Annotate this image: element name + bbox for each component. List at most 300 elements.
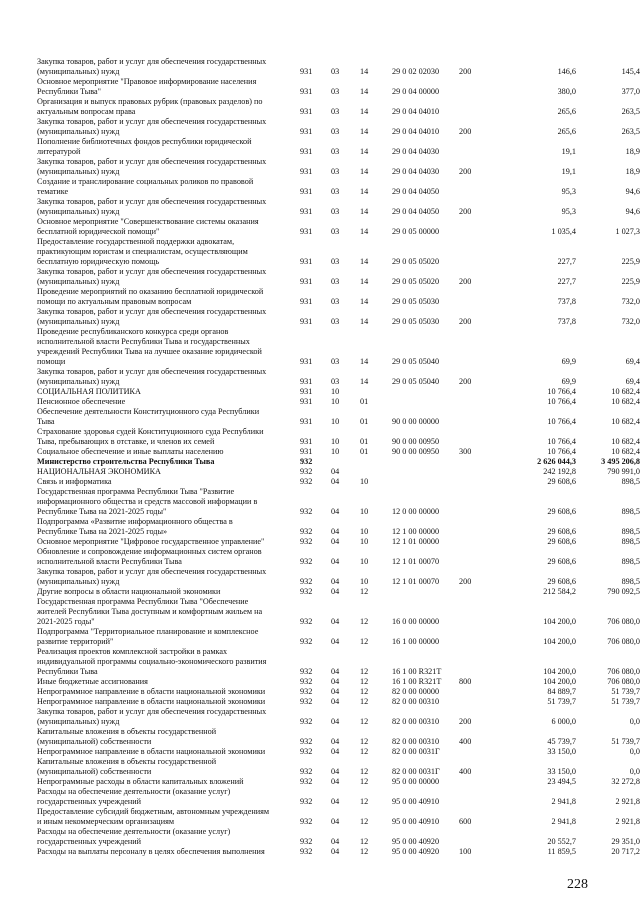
row-value-2022: 51 739,7 (547, 697, 576, 706)
row-value-2022: 19,1 (561, 147, 576, 156)
row-value-2022: 29 608,6 (547, 537, 576, 546)
row-gr: 931 (300, 167, 313, 176)
row-pr: 12 (360, 737, 369, 746)
row-rz: 04 (331, 847, 340, 856)
row-rz: 04 (331, 747, 340, 756)
row-value-2023: 69,4 (625, 357, 640, 366)
row-value-2023: 732,0 (621, 317, 640, 326)
row-rz: 03 (331, 107, 340, 116)
row-pr: 14 (360, 317, 369, 326)
row-value-2023: 898,5 (621, 577, 640, 586)
row-value-2023: 225,9 (621, 277, 640, 286)
row-gr: 931 (300, 257, 313, 266)
row-pr: 12 (360, 847, 369, 856)
table-row (0, 117, 640, 137)
row-gr: 932 (300, 667, 313, 676)
row-pr: 14 (360, 227, 369, 236)
row-rz: 04 (331, 537, 340, 546)
row-cs: 12 1 00 00000 (392, 527, 440, 536)
row-value-2023: 3 495 206,8 (601, 457, 640, 466)
table-row (0, 487, 640, 517)
row-gr: 931 (300, 437, 313, 446)
row-rz: 04 (331, 767, 340, 776)
table-row (0, 267, 640, 287)
row-gr: 931 (300, 317, 313, 326)
row-pr: 14 (360, 277, 369, 286)
row-value-2022: 104 200,0 (543, 677, 576, 686)
row-rz: 03 (331, 227, 340, 236)
row-name: Непрограммное направление в области национальной экономики (37, 697, 266, 706)
row-value-2023: 18,9 (625, 147, 640, 156)
row-gr: 931 (300, 397, 313, 406)
row-name: Подпрограмма «Развитие информационного общества в Республике Тыва на 2021-2025 годы» (37, 517, 233, 536)
row-cs: 29 0 05 05020 (392, 257, 440, 266)
row-value-2023: 0,0 (629, 767, 640, 776)
row-pr: 12 (360, 717, 369, 726)
row-name: Организация и выпуск правовых рубрик (правовых разделов) по актуальным вопросам права (37, 97, 263, 116)
row-pr: 14 (360, 87, 369, 96)
row-name: Подпрограмма "Территориальное планирование и комплексное развитие территорий" (37, 627, 259, 646)
row-rz: 04 (331, 797, 340, 806)
row-name: Социальное обеспечение и иные выплаты населению (37, 447, 224, 456)
row-gr: 932 (300, 737, 313, 746)
row-pr: 12 (360, 797, 369, 806)
row-vr: 100 (459, 847, 472, 856)
row-gr: 932 (300, 477, 313, 486)
row-name: Закупка товаров, работ и услуг для обеспечения государственных (муниципальных) нужд (37, 367, 267, 386)
row-vr: 200 (459, 207, 472, 216)
row-gr: 932 (300, 507, 313, 516)
row-name: Страхование здоровья судей Конституционного суда Республики Тыва, пребывающих в отставке, и членов их семей (37, 427, 264, 446)
row-value-2023: 790 991,0 (607, 467, 640, 476)
row-gr: 931 (300, 297, 313, 306)
row-value-2022: 10 766,4 (547, 387, 576, 396)
row-value-2023: 0,0 (629, 747, 640, 756)
row-cs: 29 0 04 04030 (392, 147, 440, 156)
row-pr: 01 (360, 397, 369, 406)
row-cs: 29 0 05 05040 (392, 357, 440, 366)
row-pr: 12 (360, 677, 369, 686)
row-name: Закупка товаров, работ и услуг для обеспечения государственных (муниципальных) нужд (37, 307, 267, 326)
table-row (0, 237, 640, 267)
row-name: Иные бюджетные ассигнования (37, 677, 148, 686)
row-value-2023: 51 739,7 (611, 687, 640, 696)
table-row (0, 397, 640, 407)
row-value-2023: 263,5 (621, 127, 640, 136)
row-pr: 14 (360, 167, 369, 176)
row-value-2023: 145,4 (621, 67, 640, 76)
row-name: СОЦИАЛЬНАЯ ПОЛИТИКА (37, 387, 141, 396)
row-gr: 932 (300, 537, 313, 546)
row-cs: 82 0 00 00310 (392, 737, 440, 746)
row-rz: 03 (331, 257, 340, 266)
row-cs: 82 0 00 0031Г (392, 747, 440, 756)
row-name: Основное мероприятие "Цифровое государственное управление" (37, 537, 265, 546)
row-value-2022: 95,3 (561, 207, 576, 216)
row-name: Обновление и сопровождение информационных систем органов исполнительной власти Республики Тыва (37, 547, 262, 566)
row-name: Проведение мероприятий по оказанию бесплатной юридической помощи по актуальным правовым вопросам (37, 287, 264, 306)
row-value-2023: 377,0 (621, 87, 640, 96)
row-gr: 932 (300, 777, 313, 786)
row-gr: 931 (300, 187, 313, 196)
row-pr: 12 (360, 637, 369, 646)
row-value-2022: 104 200,0 (543, 667, 576, 676)
table-row (0, 647, 640, 677)
row-value-2022: 20 552,7 (547, 837, 576, 846)
row-rz: 04 (331, 507, 340, 516)
row-value-2022: 737,8 (557, 317, 576, 326)
row-value-2023: 51 739,7 (611, 737, 640, 746)
row-cs: 95 0 00 40920 (392, 837, 440, 846)
row-pr: 10 (360, 527, 369, 536)
row-vr: 200 (459, 277, 472, 286)
row-gr: 931 (300, 227, 313, 236)
row-name: Государственная программа Республики Тыва "Развитие информационного общества и средств массовой информации в Республике Тыва на 2021-2025 годы" (37, 487, 258, 516)
row-gr: 931 (300, 207, 313, 216)
row-pr: 10 (360, 557, 369, 566)
row-value-2022: 737,8 (557, 297, 576, 306)
row-cs: 29 0 05 05020 (392, 277, 440, 286)
table-row (0, 587, 640, 597)
row-pr: 14 (360, 257, 369, 266)
row-vr: 200 (459, 167, 472, 176)
table-row (0, 387, 640, 397)
row-rz: 03 (331, 147, 340, 156)
row-name: Закупка товаров, работ и услуг для обеспечения государственных (муниципальных) нужд (37, 57, 267, 76)
row-cs: 12 1 01 00070 (392, 577, 440, 586)
row-pr: 14 (360, 207, 369, 216)
table-row (0, 627, 640, 647)
row-cs: 90 0 00 00950 (392, 447, 440, 456)
row-gr: 932 (300, 747, 313, 756)
row-rz: 04 (331, 677, 340, 686)
row-gr: 932 (300, 527, 313, 536)
row-pr: 12 (360, 777, 369, 786)
row-value-2023: 51 739,7 (611, 697, 640, 706)
table-row (0, 57, 640, 77)
row-value-2022: 10 766,4 (547, 437, 576, 446)
row-value-2023: 20 717,2 (611, 847, 640, 856)
row-value-2023: 29 351,0 (611, 837, 640, 846)
table-row (0, 597, 640, 627)
row-gr: 932 (300, 577, 313, 586)
row-value-2023: 706 080,0 (607, 617, 640, 626)
row-value-2022: 33 150,0 (547, 767, 576, 776)
row-name: Расходы на выплаты персоналу в целях обеспечения выполнения (37, 847, 265, 856)
row-rz: 04 (331, 617, 340, 626)
row-pr: 14 (360, 147, 369, 156)
row-name: Расходы на обеспечение деятельности (оказание услуг) государственных учреждений (37, 827, 231, 846)
row-name: Проведение республиканского конкурса среди органов исполнительной власти Республики Тыва и государственных учреждений Республики Тыва на лучшее оказание юридической помощи (37, 327, 262, 366)
row-gr: 932 (300, 797, 313, 806)
row-pr: 14 (360, 127, 369, 136)
table-row (0, 827, 640, 847)
table-row (0, 327, 640, 367)
row-gr: 931 (300, 67, 313, 76)
row-cs: 29 0 05 05030 (392, 317, 440, 326)
row-name: Другие вопросы в области национальной экономики (37, 587, 221, 596)
row-value-2022: 29 608,6 (547, 507, 576, 516)
row-gr: 931 (300, 447, 313, 456)
row-rz: 03 (331, 187, 340, 196)
row-rz: 03 (331, 357, 340, 366)
table-row (0, 217, 640, 237)
row-rz: 03 (331, 377, 340, 386)
page-number: 228 (567, 877, 588, 892)
row-value-2023: 706 080,0 (607, 667, 640, 676)
row-rz: 03 (331, 207, 340, 216)
table-row (0, 77, 640, 97)
table-row (0, 97, 640, 117)
row-name: Основное мероприятие "Правовое информирование населения Республики Тыва" (37, 77, 257, 96)
row-vr: 400 (459, 737, 472, 746)
row-gr: 932 (300, 617, 313, 626)
row-gr: 932 (300, 817, 313, 826)
row-cs: 29 0 04 00000 (392, 87, 440, 96)
row-value-2022: 2 626 044,3 (537, 457, 576, 466)
row-rz: 03 (331, 297, 340, 306)
row-value-2022: 104 200,0 (543, 637, 576, 646)
row-rz: 10 (331, 437, 340, 446)
row-vr: 200 (459, 377, 472, 386)
row-gr: 932 (300, 767, 313, 776)
row-value-2023: 18,9 (625, 167, 640, 176)
table-row (0, 477, 640, 487)
row-cs: 12 0 00 00000 (392, 507, 440, 516)
row-rz: 04 (331, 477, 340, 486)
row-value-2023: 263,5 (621, 107, 640, 116)
row-gr: 931 (300, 147, 313, 156)
row-value-2023: 2 921,8 (615, 817, 640, 826)
row-vr: 200 (459, 717, 472, 726)
row-value-2022: 69,9 (561, 377, 576, 386)
row-value-2023: 94,6 (625, 187, 640, 196)
row-value-2023: 706 080,0 (607, 637, 640, 646)
row-pr: 14 (360, 357, 369, 366)
row-pr: 01 (360, 417, 369, 426)
row-name: Расходы на обеспечение деятельности (оказание услуг) государственных учреждений (37, 787, 231, 806)
table-row (0, 367, 640, 387)
row-value-2023: 1 027,3 (615, 227, 640, 236)
row-cs: 12 1 01 00000 (392, 537, 440, 546)
row-value-2023: 10 682,4 (611, 387, 640, 396)
row-gr: 931 (300, 387, 313, 396)
table-row (0, 747, 640, 757)
row-rz: 04 (331, 587, 340, 596)
row-pr: 12 (360, 667, 369, 676)
row-cs: 29 0 04 04050 (392, 207, 440, 216)
row-value-2022: 6 000,0 (551, 717, 576, 726)
row-cs: 16 1 00 R321Т (392, 677, 442, 686)
row-gr: 931 (300, 127, 313, 136)
row-rz: 03 (331, 167, 340, 176)
row-value-2023: 898,5 (621, 507, 640, 516)
row-value-2022: 29 608,6 (547, 557, 576, 566)
row-value-2023: 0,0 (629, 717, 640, 726)
table-row (0, 177, 640, 197)
row-cs: 95 0 00 40910 (392, 797, 440, 806)
row-vr: 200 (459, 127, 472, 136)
row-gr: 931 (300, 377, 313, 386)
row-pr: 14 (360, 297, 369, 306)
row-pr: 12 (360, 687, 369, 696)
row-vr: 200 (459, 577, 472, 586)
row-value-2022: 104 200,0 (543, 617, 576, 626)
row-value-2022: 242 192,8 (543, 467, 576, 476)
row-name: Министерство строительства Республики Тыва (37, 457, 215, 466)
row-name: Капитальные вложения в объекты государственной (муниципальной) собственности (37, 727, 217, 746)
row-value-2022: 1 035,4 (551, 227, 576, 236)
row-name: Непрограммное направление в области национальной экономики (37, 747, 266, 756)
table-row (0, 757, 640, 777)
table-row (0, 427, 640, 447)
table-row (0, 197, 640, 217)
row-pr: 10 (360, 577, 369, 586)
row-pr: 14 (360, 187, 369, 196)
row-value-2022: 11 859,5 (547, 847, 576, 856)
table-row (0, 777, 640, 787)
table-row (0, 457, 640, 467)
row-cs: 29 0 02 02030 (392, 67, 440, 76)
row-cs: 16 0 00 00000 (392, 617, 440, 626)
row-cs: 29 0 04 04050 (392, 187, 440, 196)
row-value-2023: 898,5 (621, 527, 640, 536)
row-rz: 04 (331, 577, 340, 586)
row-name: Предоставление государственной поддержки адвокатам, практикующим юристам и специалистам, осуществляющим бесплатную юридическую помощь (37, 237, 248, 266)
row-pr: 12 (360, 617, 369, 626)
row-rz: 04 (331, 527, 340, 536)
row-value-2022: 23 494,5 (547, 777, 576, 786)
table-row (0, 537, 640, 547)
row-value-2023: 69,4 (625, 377, 640, 386)
table-row (0, 547, 640, 567)
row-value-2023: 10 682,4 (611, 417, 640, 426)
row-pr: 12 (360, 767, 369, 776)
row-vr: 200 (459, 317, 472, 326)
row-rz: 10 (331, 447, 340, 456)
row-value-2022: 227,7 (557, 277, 576, 286)
row-value-2023: 790 092,5 (607, 587, 640, 596)
row-name: Предоставление субсидий бюджетным, автономным учреждениям и иным некоммерческим организациям (37, 807, 270, 826)
row-value-2023: 10 682,4 (611, 437, 640, 446)
row-pr: 01 (360, 437, 369, 446)
table-row (0, 467, 640, 477)
row-rz: 03 (331, 127, 340, 136)
row-rz: 04 (331, 817, 340, 826)
row-rz: 04 (331, 687, 340, 696)
row-value-2023: 2 921,8 (615, 797, 640, 806)
row-name: Обеспечение деятельности Конституционного суда Республики Тыва (37, 407, 260, 426)
row-cs: 82 0 00 00310 (392, 697, 440, 706)
row-pr: 10 (360, 537, 369, 546)
row-value-2022: 29 608,6 (547, 577, 576, 586)
row-vr: 800 (459, 677, 472, 686)
row-gr: 932 (300, 467, 313, 476)
row-gr: 932 (300, 637, 313, 646)
row-cs: 29 0 04 04030 (392, 167, 440, 176)
row-gr: 931 (300, 87, 313, 96)
row-vr: 200 (459, 67, 472, 76)
row-value-2022: 10 766,4 (547, 447, 576, 456)
row-value-2022: 69,9 (561, 357, 576, 366)
row-value-2022: 2 941,8 (551, 817, 576, 826)
table-row (0, 807, 640, 827)
row-name: Создание и транслирование социальных роликов по правовой тематике (37, 177, 254, 196)
row-gr: 932 (300, 557, 313, 566)
row-name: НАЦИОНАЛЬНАЯ ЭКОНОМИКА (37, 467, 161, 476)
row-name: Основное мероприятие "Совершенствование системы оказания бесплатной юридической помощи" (37, 217, 259, 236)
row-name: Государственная программа Республики Тыва "Обеспечение жителей Республики Тыва доступным и комфортным жильем на 2021-2025 годы" (37, 597, 263, 626)
table-row (0, 787, 640, 807)
row-rz: 04 (331, 467, 340, 476)
row-gr: 931 (300, 107, 313, 116)
row-pr: 12 (360, 697, 369, 706)
row-name: Капитальные вложения в объекты государственной (муниципальной) собственности (37, 757, 217, 776)
row-rz: 04 (331, 637, 340, 646)
row-cs: 12 1 01 00070 (392, 557, 440, 566)
row-value-2022: 10 766,4 (547, 417, 576, 426)
row-rz: 04 (331, 777, 340, 786)
row-name: Непрограммное направление в области национальной экономики (37, 687, 266, 696)
row-cs: 95 0 00 40910 (392, 817, 440, 826)
row-value-2022: 95,3 (561, 187, 576, 196)
row-value-2022: 265,6 (557, 127, 576, 136)
row-rz: 04 (331, 667, 340, 676)
row-pr: 12 (360, 587, 369, 596)
row-name: Закупка товаров, работ и услуг для обеспечения государственных (муниципальных) нужд (37, 117, 267, 136)
table-row (0, 517, 640, 537)
row-value-2022: 19,1 (561, 167, 576, 176)
table-row (0, 677, 640, 687)
row-vr: 300 (459, 447, 472, 456)
table-row (0, 287, 640, 307)
row-gr: 932 (300, 677, 313, 686)
table-row (0, 447, 640, 457)
row-cs: 82 0 00 00000 (392, 687, 440, 696)
row-name: Закупка товаров, работ и услуг для обеспечения государственных (муниципальных) нужд (37, 267, 267, 286)
row-cs: 29 0 05 00000 (392, 227, 440, 236)
row-gr: 932 (300, 457, 313, 466)
table-row (0, 727, 640, 747)
row-value-2022: 380,0 (557, 87, 576, 96)
row-rz: 03 (331, 87, 340, 96)
row-value-2023: 94,6 (625, 207, 640, 216)
row-cs: 95 0 00 40920 (392, 847, 440, 856)
row-rz: 04 (331, 557, 340, 566)
row-pr: 12 (360, 837, 369, 846)
row-value-2022: 212 584,2 (543, 587, 576, 596)
row-value-2022: 29 608,6 (547, 527, 576, 536)
row-cs: 82 0 00 0031Г (392, 767, 440, 776)
row-rz: 10 (331, 387, 340, 396)
row-value-2023: 225,9 (621, 257, 640, 266)
row-value-2023: 10 682,4 (611, 397, 640, 406)
row-rz: 10 (331, 397, 340, 406)
row-rz: 04 (331, 737, 340, 746)
row-pr: 14 (360, 107, 369, 116)
row-rz: 04 (331, 837, 340, 846)
row-value-2023: 898,5 (621, 557, 640, 566)
row-vr: 400 (459, 767, 472, 776)
row-gr: 931 (300, 417, 313, 426)
row-value-2022: 265,6 (557, 107, 576, 116)
row-cs: 29 0 05 05040 (392, 377, 440, 386)
row-pr: 10 (360, 477, 369, 486)
row-cs: 16 1 00 R321Т (392, 667, 442, 676)
row-gr: 932 (300, 837, 313, 846)
row-value-2022: 84 889,7 (547, 687, 576, 696)
row-value-2022: 227,7 (557, 257, 576, 266)
